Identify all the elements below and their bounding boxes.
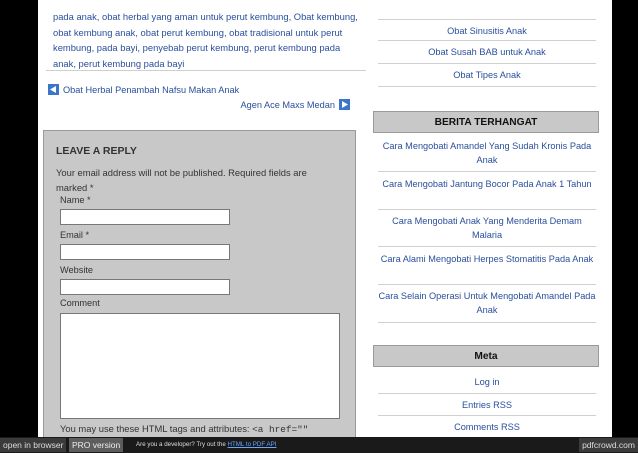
divider [378, 63, 596, 64]
prev-post-label: Obat Herbal Penambah Nafsu Makan Anak [63, 84, 240, 95]
developer-promo-text: Are you a developer? Try out the [136, 441, 226, 448]
open-in-browser-button[interactable]: open in browser [0, 438, 66, 452]
divider [378, 86, 596, 87]
meta-link-login[interactable]: Log in [474, 377, 500, 387]
divider [378, 171, 596, 172]
sidebar-link[interactable]: Obat Tipes Anak [453, 70, 521, 80]
divider [378, 284, 596, 285]
divider [378, 209, 596, 210]
comment-textarea[interactable] [60, 313, 340, 419]
meta-link-comments-rss[interactable]: Comments RSS [454, 422, 520, 432]
next-post-label: Agen Ace Maxs Medan [240, 99, 335, 110]
meta-heading: Meta [373, 345, 599, 367]
developer-promo [133, 438, 279, 452]
arrow-right-icon [339, 99, 350, 110]
arrow-left-icon [48, 84, 59, 95]
allowed-tags-code: <a href="" [252, 424, 309, 435]
pro-version-button[interactable]: PRO version [69, 438, 123, 452]
sidebar-link[interactable]: Obat Susah BAB untuk Anak [428, 47, 546, 57]
comment-label: Comment [60, 298, 100, 308]
sidebar-link[interactable]: Obat Sinusitis Anak [447, 26, 527, 36]
name-field[interactable] [60, 209, 230, 225]
pdfcrowd-brand-link[interactable]: pdfcrowd.com [579, 438, 638, 452]
news-item[interactable]: Cara Mengobati Anak Yang Menderita Demam Malaria [392, 216, 582, 240]
news-item[interactable]: Cara Mengobati Jantung Bocor Pada Anak 1 Tahun [382, 179, 592, 189]
reply-note: Your email address will not be published. Required fields are marked * [56, 167, 307, 193]
allowed-tags-note [60, 423, 308, 435]
leave-reply-form [43, 130, 356, 440]
news-item[interactable]: Cara Mengobati Amandel Yang Sudah Kronis Pada Anak [382, 141, 592, 165]
reply-title: LEAVE A REPLY [56, 145, 137, 157]
sidebar [372, 0, 599, 437]
meta-link-entries-rss[interactable]: Entries RSS [461, 400, 513, 410]
next-post-link[interactable] [241, 99, 350, 110]
prev-post-link[interactable] [48, 84, 239, 95]
divider [378, 415, 596, 416]
divider [378, 40, 596, 41]
news-item[interactable]: Cara Selain Operasi Untuk Mengobati Amandel Pada Anak [378, 291, 596, 315]
name-label: Name * [60, 195, 91, 205]
divider [378, 246, 596, 247]
news-item[interactable]: Cara Alami Mengobati Herpes Stomatitis Pada Anak [380, 254, 594, 264]
divider [46, 70, 366, 71]
email-field[interactable] [60, 244, 230, 260]
page-margin-left [0, 0, 38, 437]
main-content [38, 0, 368, 437]
email-label: Email * [60, 230, 90, 240]
pdfcrowd-bar [0, 437, 638, 453]
page-margin-right [612, 0, 638, 437]
news-heading: BERITA TERHANGAT [373, 111, 599, 133]
html-to-pdf-api-link[interactable]: HTML to PDF API [227, 441, 277, 448]
divider [378, 322, 596, 323]
website-label: Website [60, 265, 94, 275]
post-tags[interactable]: pada anak, obat herbal yang aman untuk perut kembung, Obat kembung, obat kembung anak, obat perut kembung, obat tradisional untuk perut kembung, pada bayi, penyebab perut kembung, perut kembung pada anak, perut kembung pada bayi [53, 11, 358, 69]
website-field[interactable] [60, 279, 230, 295]
allowed-tags-text: You may use these HTML tags and attributes: [60, 423, 250, 434]
divider [378, 19, 596, 20]
divider [378, 393, 596, 394]
